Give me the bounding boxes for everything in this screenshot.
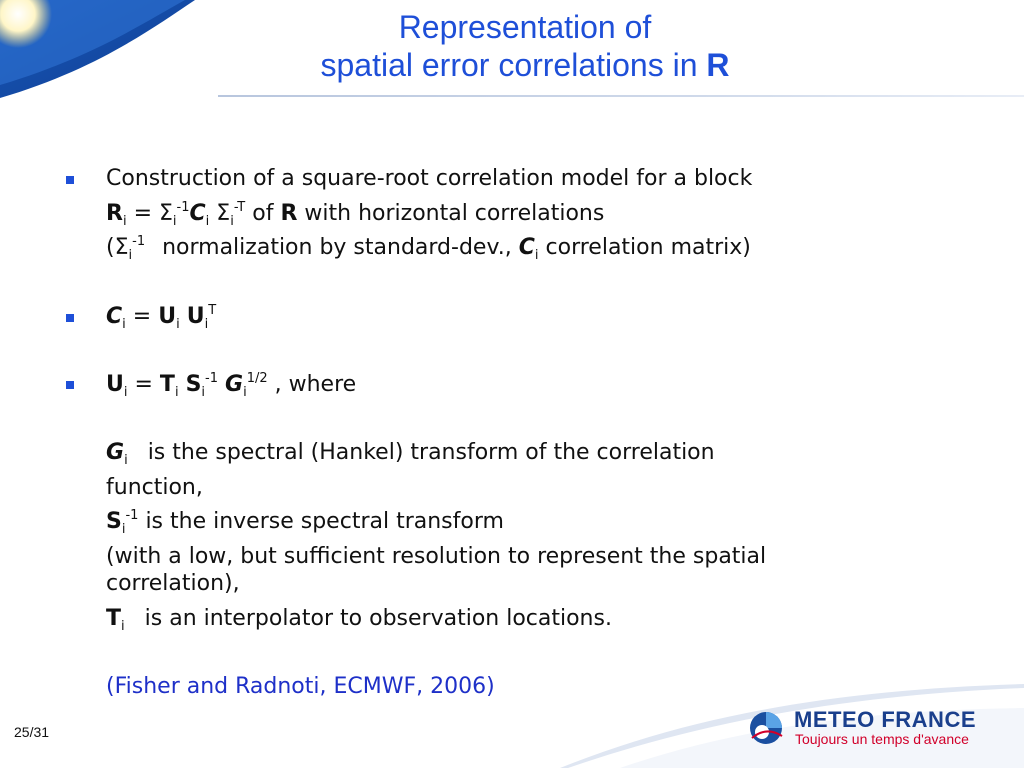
- bullet-marker: [66, 176, 74, 184]
- g-definition-cont: function,: [106, 475, 203, 500]
- s-definition: $S_i^{-1}$ is the inverse spectral transform: [106, 508, 504, 537]
- title-line-2: spatial error correlations in R: [320, 47, 730, 83]
- g-definition: $G_i$ is the spectral (Hankel) transform of the correlation: [106, 440, 715, 468]
- t-definition: $T_i$ is an interpolator to observation locations.: [106, 606, 612, 634]
- brand-tagline: Toujours un temps d'avance: [795, 731, 969, 747]
- title-line-1: Representation of: [398, 9, 652, 45]
- title-divider: [218, 95, 1024, 97]
- bullet1-line3: ($\Sigma_i^{-1}$ normalization by standard-dev., $C_i$ correlation matrix): [106, 234, 751, 263]
- brand-name: METEO FRANCE: [794, 707, 976, 732]
- bullet2-line: $C_i = U_i$ $U_i^T$: [106, 303, 217, 332]
- bullet-marker: [66, 314, 74, 322]
- page-number: 25/31: [14, 724, 50, 740]
- bullet1-line2: $R_i = \Sigma_i^{-1}C_i$ $\Sigma_i^{-T}$ of R with horizontal correlations: [106, 200, 605, 229]
- corner-sky-graphic: [0, 0, 200, 100]
- citation: (Fisher and Radnoti, ECMWF, 2006): [106, 674, 495, 699]
- bullet-marker: [66, 381, 74, 389]
- bullet1-line1: Construction of a square-root correlation model for a block: [106, 166, 753, 191]
- bullet3-line: $U_i = T_i$ $S_i^{-1}$ $G_i^{1/2}$ , where: [106, 371, 357, 400]
- slide-title: [200, 8, 850, 84]
- resolution-note-line2: correlation),: [106, 571, 240, 596]
- resolution-note-line1: (with a low, but sufficient resolution to represent the spatial: [106, 544, 767, 569]
